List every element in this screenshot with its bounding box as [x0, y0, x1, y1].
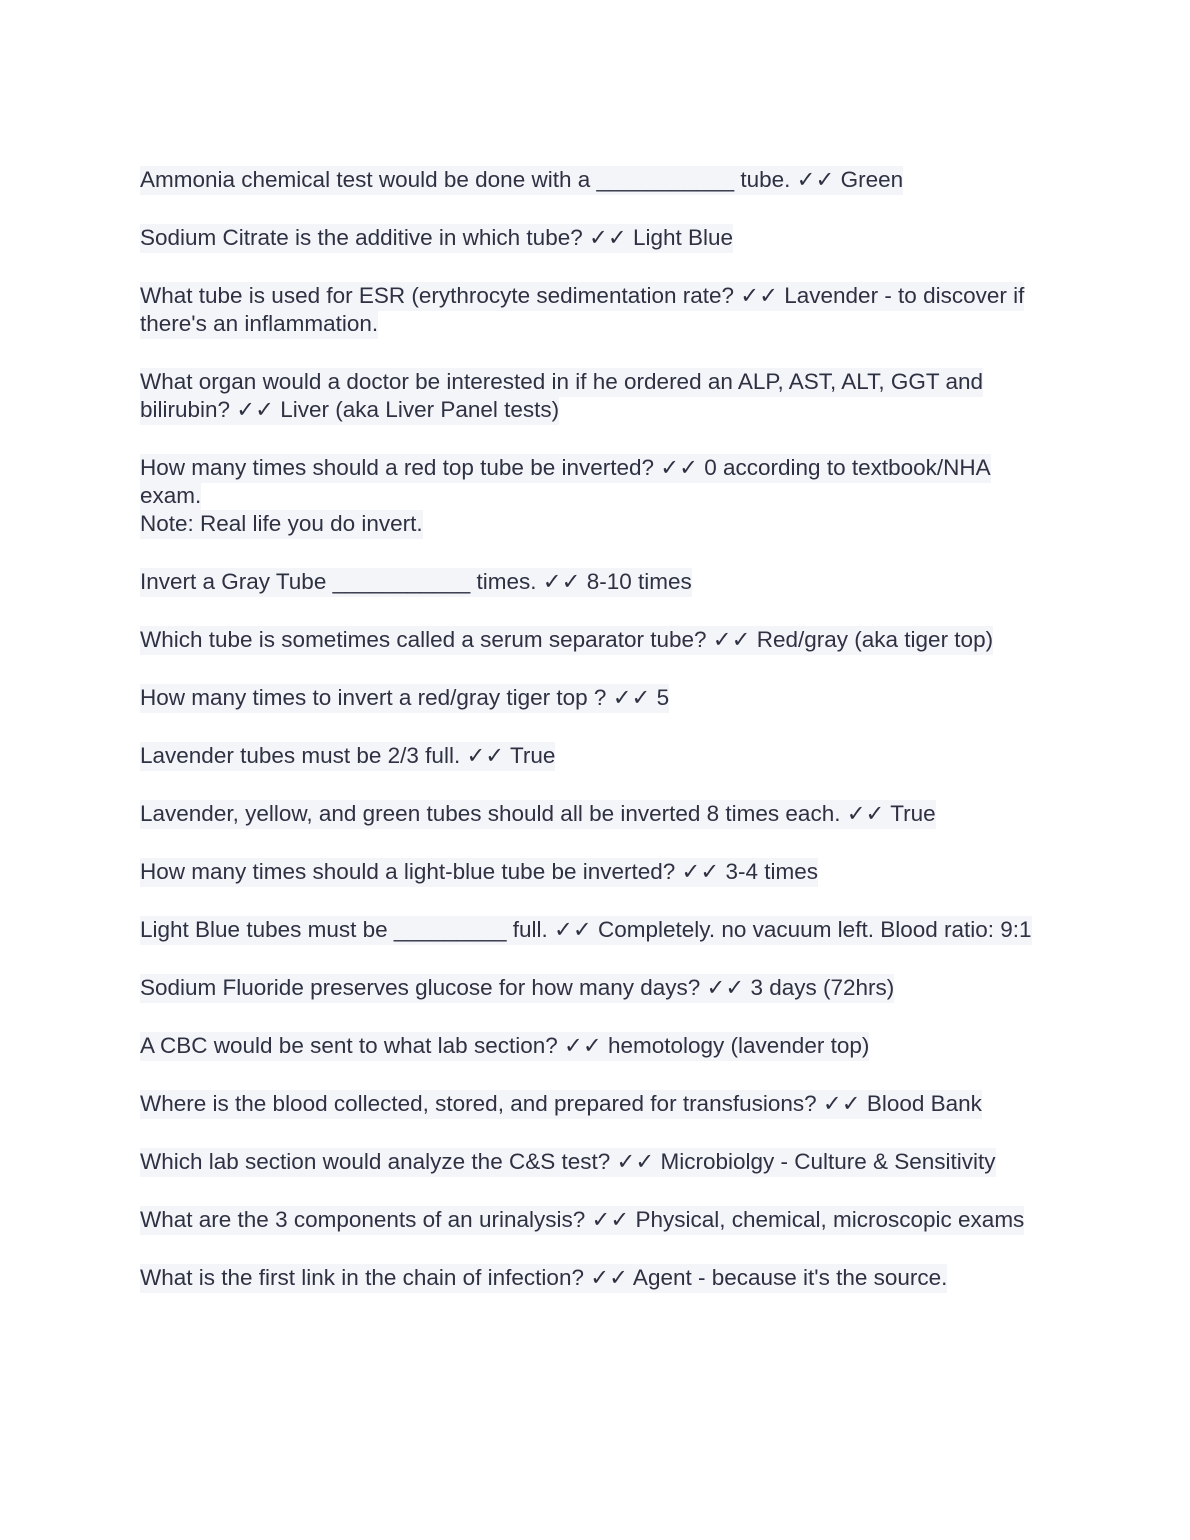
qa-text: How many times should a light-blue tube be inverted? ✓✓ 3-4 times [140, 858, 818, 887]
qa-item-cbc [140, 1032, 1050, 1060]
qa-text: What organ would a doctor be interested in if he ordered an ALP, AST, ALT, GGT and bilirubin? ✓✓ Liver (aka Liver Panel tests) [140, 368, 983, 425]
qa-item-sodium-citrate [140, 224, 1050, 252]
qa-text: Which lab section would analyze the C&S test? ✓✓ Microbiolgy - Culture & Sensitivity [140, 1148, 996, 1177]
qa-item-gray-tube [140, 568, 1050, 596]
qa-text: What is the first link in the chain of infection? ✓✓ Agent - because it's the source. [140, 1264, 947, 1293]
qa-text: Lavender tubes must be 2/3 full. ✓✓ True [140, 742, 555, 771]
qa-item-serum-separator [140, 626, 1050, 654]
qa-item-sodium-fluoride [140, 974, 1050, 1002]
qa-text: What are the 3 components of an urinalysis? ✓✓ Physical, chemical, microscopic exams [140, 1206, 1024, 1235]
qa-text: A CBC would be sent to what lab section? ✓✓ hemotology (lavender top) [140, 1032, 869, 1061]
qa-text: Sodium Fluoride preserves glucose for how many days? ✓✓ 3 days (72hrs) [140, 974, 894, 1003]
qa-text: How many times should a red top tube be inverted? ✓✓ 0 according to textbook/NHA exam. [140, 454, 991, 511]
qa-item-inverted-8 [140, 800, 1050, 828]
qa-item-light-blue-invert [140, 858, 1050, 886]
qa-item-urinalysis [140, 1206, 1050, 1234]
qa-text: Where is the blood collected, stored, and prepared for transfusions? ✓✓ Blood Bank [140, 1090, 982, 1119]
qa-text: What tube is used for ESR (erythrocyte sedimentation rate? ✓✓ Lavender - to discover if there's an inflammation. [140, 282, 1024, 339]
qa-item-blood-bank [140, 1090, 1050, 1118]
qa-item-light-blue-full [140, 916, 1050, 944]
qa-item-red-top [140, 454, 1050, 538]
qa-item-cs-test [140, 1148, 1050, 1176]
qa-item-liver [140, 368, 1050, 424]
qa-item-lavender-full [140, 742, 1050, 770]
qa-text: Which tube is sometimes called a serum separator tube? ✓✓ Red/gray (aka tiger top) [140, 626, 993, 655]
qa-item-esr [140, 282, 1050, 338]
document-page [140, 166, 1050, 1322]
qa-text: How many times to invert a red/gray tiger top ? ✓✓ 5 [140, 684, 669, 713]
qa-item-ammonia [140, 166, 1050, 194]
qa-item-tiger-top [140, 684, 1050, 712]
qa-text: Light Blue tubes must be _________ full. ✓✓ Completely. no vacuum left. Blood ratio: 9:1 [140, 916, 1032, 945]
qa-item-chain-infection [140, 1264, 1050, 1292]
qa-text: Lavender, yellow, and green tubes should all be inverted 8 times each. ✓✓ True [140, 800, 936, 829]
qa-text: Invert a Gray Tube ___________ times. ✓✓ 8-10 times [140, 568, 692, 597]
qa-note: Note: Real life you do invert. [140, 510, 423, 539]
qa-text: Sodium Citrate is the additive in which tube? ✓✓ Light Blue [140, 224, 733, 253]
qa-text: Ammonia chemical test would be done with a ___________ tube. ✓✓ Green [140, 166, 903, 195]
